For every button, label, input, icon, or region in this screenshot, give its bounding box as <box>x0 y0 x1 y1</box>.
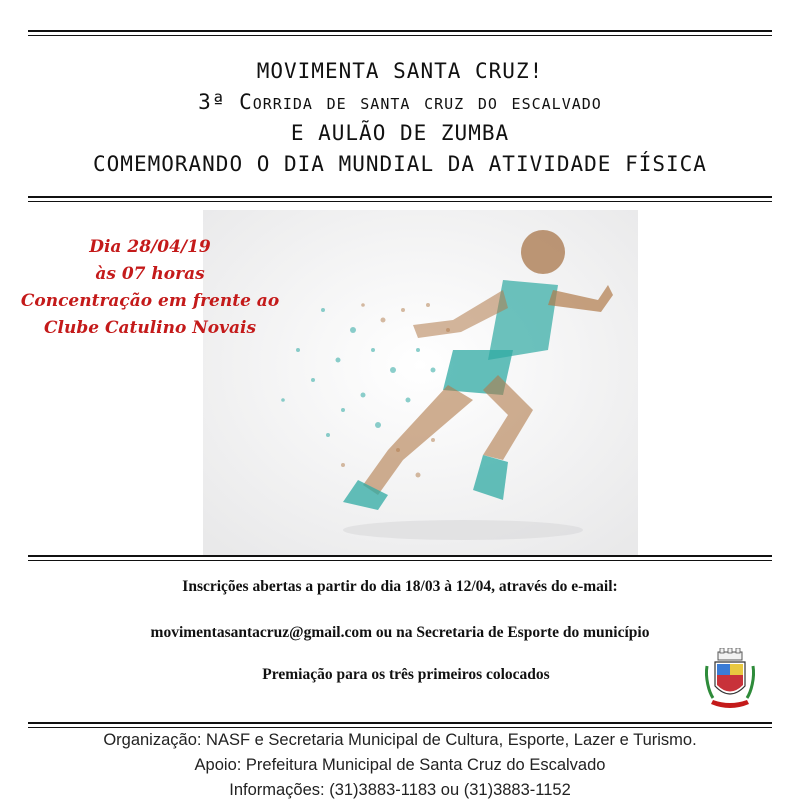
footer-divider <box>28 722 772 728</box>
event-time: às 07 horas <box>95 264 205 284</box>
event-place: Clube Catulino Novais <box>43 318 257 338</box>
title-line-4: COMEMORANDO O DIA MUNDIAL DA ATIVIDADE FÍSICA <box>93 152 707 176</box>
registration-email[interactable]: movimentasantacruz@gmail.com ou na Secretaria de Esporte do município <box>150 624 650 641</box>
title-line-3: E AULÃO DE ZUMBA <box>290 121 510 145</box>
event-info <box>0 234 300 342</box>
footer-info: Informações: (31)3883-1183 ou (31)3883-1152 <box>229 781 571 799</box>
prize-note: Premiação para os três primeiros colocados <box>262 666 550 683</box>
title-line-1: MOVIMENTA SANTA CRUZ! <box>256 59 544 83</box>
footer-organization: Organização: NASF e Secretaria Municipal de Cultura, Esporte, Lazer e Turismo. <box>103 731 697 749</box>
municipal-crest-icon <box>703 648 757 714</box>
footer-support: Apoio: Prefeitura Municipal de Santa Cruz do Escalvado <box>194 756 606 774</box>
image-divider <box>28 555 772 561</box>
event-meeting: Concentração em frente ao <box>20 291 280 311</box>
title-block <box>0 56 800 180</box>
top-divider <box>28 30 772 36</box>
registration-dates: Inscrições abertas a partir do dia 18/03 à 12/04, através do e-mail: <box>182 578 618 595</box>
title-divider <box>28 196 772 202</box>
event-date: Dia 28/04/19 <box>89 237 211 257</box>
title-line-2: 3ª Corrida de santa cruz do escalvado <box>198 90 602 114</box>
